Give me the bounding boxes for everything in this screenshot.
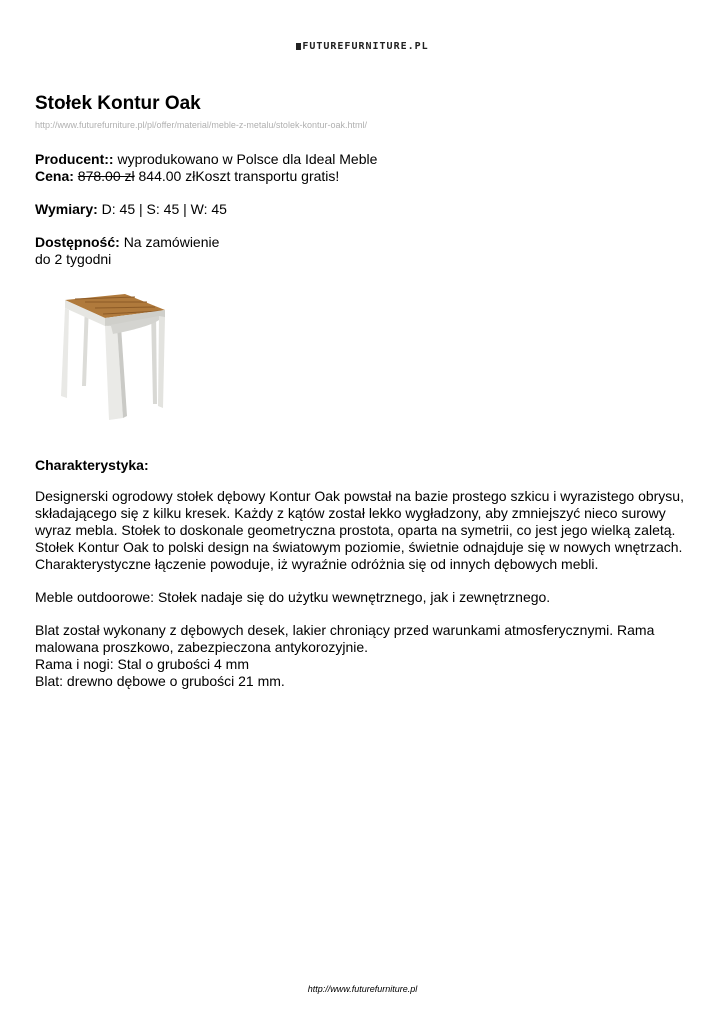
description-paragraph: Designerski ogrodowy stołek dębowy Kontur Oak powstał na bazie prostego szkicu i wyrazistego obrysu, składającego się z kilku kresek. Każdy z kątów został lekko wygładzony, aby zmniejszyć nieco surowy wyraz mebla. Stołek to doskonale geometryczna prostota, oparta na symetrii, co jest jego wielką zaletą. Stołek Kontur Oak to polski design na światowym poziomie, świetnie odnajduje się w nowych wnętrzach. Charakterystyczne łączenie powoduje, iż wyraźnie odróżnia się od innych dębowych mebli. [35,488,684,572]
dimensions-row [35,201,227,218]
dimensions-label: Wymiary: [35,201,98,217]
description-heading: Charakterystyka: [35,457,149,473]
price-label: Cena: [35,168,74,184]
producer-label: Producent:: [35,151,114,167]
availability-value: Na zamówienie [123,234,220,250]
product-image [55,286,175,426]
availability-row [35,234,219,251]
logo-mark-icon [296,43,301,50]
shipping-info: Koszt transportu gratis! [195,168,340,184]
producer-value: wyprodukowano w Polsce dla Ideal Meble [117,151,378,167]
description-body [35,488,685,690]
description-spec-line: Rama i nogi: Stal o grubości 4 mm [35,656,249,672]
product-url[interactable]: http://www.futurefurniture.pl/pl/offer/material/meble-z-metalu/stolek-kontur-oak.html/ [35,120,367,130]
dimensions-value: D: 45 | S: 45 | W: 45 [101,201,227,217]
logo-text: FUTUREFURNITURE.PL [302,41,429,52]
new-price: 844.00 zł [138,168,196,184]
description-spec-line: Blat: drewno dębowe o grubości 21 mm. [35,673,285,689]
footer-url[interactable]: http://www.futurefurniture.pl [307,984,418,994]
producer-row [35,151,377,168]
availability-time: do 2 tygodni [35,251,112,267]
site-logo [0,41,725,52]
price-row [35,168,339,185]
description-paragraph: Meble outdoorowe: Stołek nadaje się do użytku wewnętrznego, jak i zewnętrznego. [35,589,551,605]
old-price: 878.00 zł [77,168,135,184]
availability-label: Dostępność: [35,234,120,250]
description-paragraph: Blat został wykonany z dębowych desek, lakier chroniący przed warunkami atmosferycznymi. Rama malowana proszkowo, zabezpieczona antykorozyjnie. [35,622,655,655]
page-title: Stołek Kontur Oak [35,93,201,114]
